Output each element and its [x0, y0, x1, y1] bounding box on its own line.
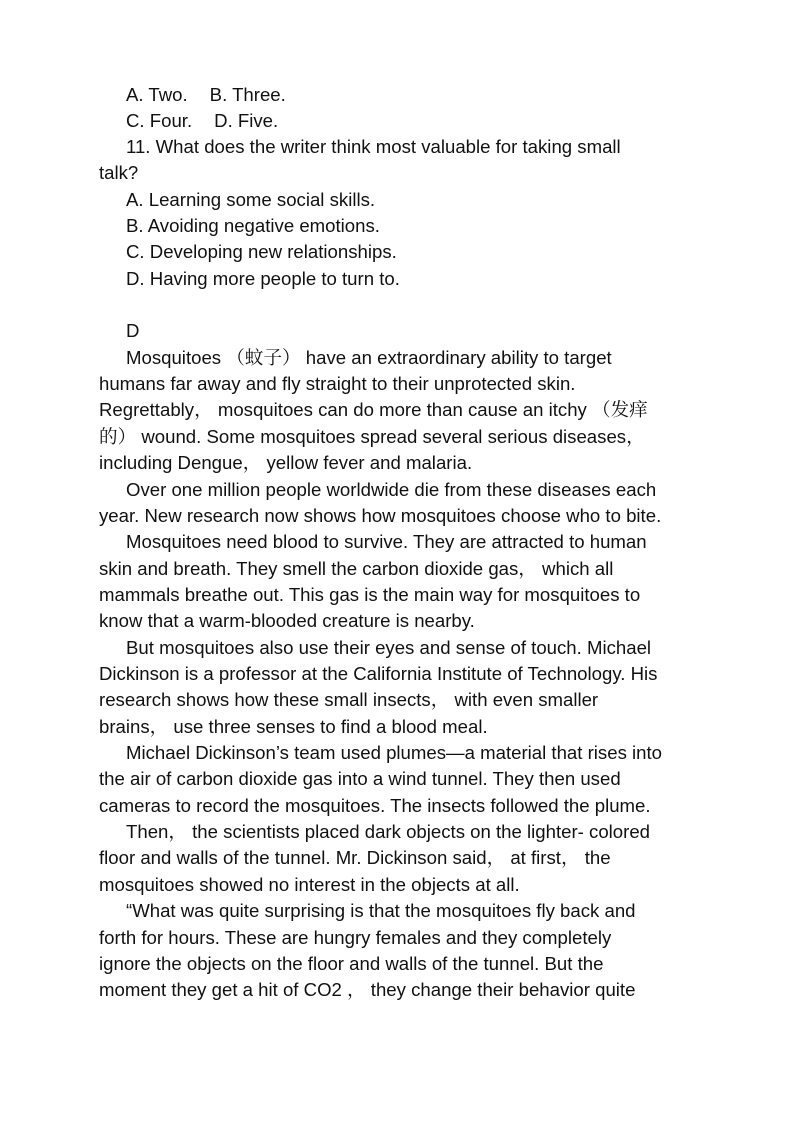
passage-line: 的） wound. Some mosquitoes spread several serious diseases，	[99, 426, 645, 447]
passage-line: mosquitoes showed no interest in the objects at all.	[99, 874, 520, 895]
passage-line: cameras to record the mosquitoes. The insects followed the plume.	[99, 795, 651, 816]
passage-line: Michael Dickinson’s team used plumes—a material that rises into	[126, 742, 663, 763]
passage-line: “What was quite surprising is that the mosquitoes fly back and	[126, 900, 636, 921]
q10-option-c: C. Four.	[126, 110, 193, 131]
q10-options-row-2	[126, 108, 278, 134]
passage-line: Then， the scientists placed dark objects on the lighter- colored	[126, 821, 651, 842]
passage-line: But mosquitoes also use their eyes and sense of touch. Michael	[126, 637, 652, 658]
passage-line: humans far away and fly straight to their unprotected skin.	[99, 373, 576, 394]
q10-options-row-1	[126, 82, 286, 108]
passage-line: floor and walls of the tunnel. Mr. Dickinson said， at first， the	[99, 847, 611, 868]
q11-option-c: C. Developing new relationships.	[126, 241, 397, 262]
q10-option-b: B. Three.	[209, 84, 286, 105]
q11-option-d: D. Having more people to turn to.	[126, 268, 400, 289]
passage-line: skin and breath. They smell the carbon dioxide gas， which all	[99, 558, 614, 579]
passage-line: ignore the objects on the floor and walls of the tunnel. But the	[99, 953, 604, 974]
passage-line: Mosquitoes need blood to survive. They are attracted to human	[126, 531, 647, 552]
passage-line: research shows how these small insects， with even smaller	[99, 689, 599, 710]
passage-line: Regrettably， mosquitoes can do more than cause an itchy （发痒	[99, 399, 648, 420]
passage-heading: D	[126, 320, 140, 341]
q10-option-d: D. Five.	[214, 110, 279, 131]
passage-line: moment they get a hit of CO2 ， they change their behavior quite	[99, 979, 636, 1000]
q11-stem-line-1: 11. What does the writer think most valuable for taking small	[126, 136, 621, 157]
q11-option-a: A. Learning some social skills.	[126, 189, 376, 210]
q11-stem-line-2: talk?	[99, 162, 139, 183]
passage-line: Dickinson is a professor at the California Institute of Technology. His	[99, 663, 658, 684]
passage-line: Mosquitoes （蚊子） have an extraordinary ability to target	[126, 347, 612, 368]
passage-line: including Dengue， yellow fever and malaria.	[99, 452, 473, 473]
q10-option-a: A. Two.	[126, 84, 188, 105]
passage-line: mammals breathe out. This gas is the main way for mosquitoes to	[99, 584, 641, 605]
passage-line: Over one million people worldwide die from these diseases each	[126, 479, 657, 500]
passage-line: brains， use three senses to find a blood meal.	[99, 716, 488, 737]
passage-line: the air of carbon dioxide gas into a wind tunnel. They then used	[99, 768, 621, 789]
passage-line: know that a warm-blooded creature is nearby.	[99, 610, 475, 631]
q11-option-b: B. Avoiding negative emotions.	[126, 215, 380, 236]
passage-line: forth for hours. These are hungry females and they completely	[99, 927, 612, 948]
passage-line: year. New research now shows how mosquitoes choose who to bite.	[99, 505, 662, 526]
